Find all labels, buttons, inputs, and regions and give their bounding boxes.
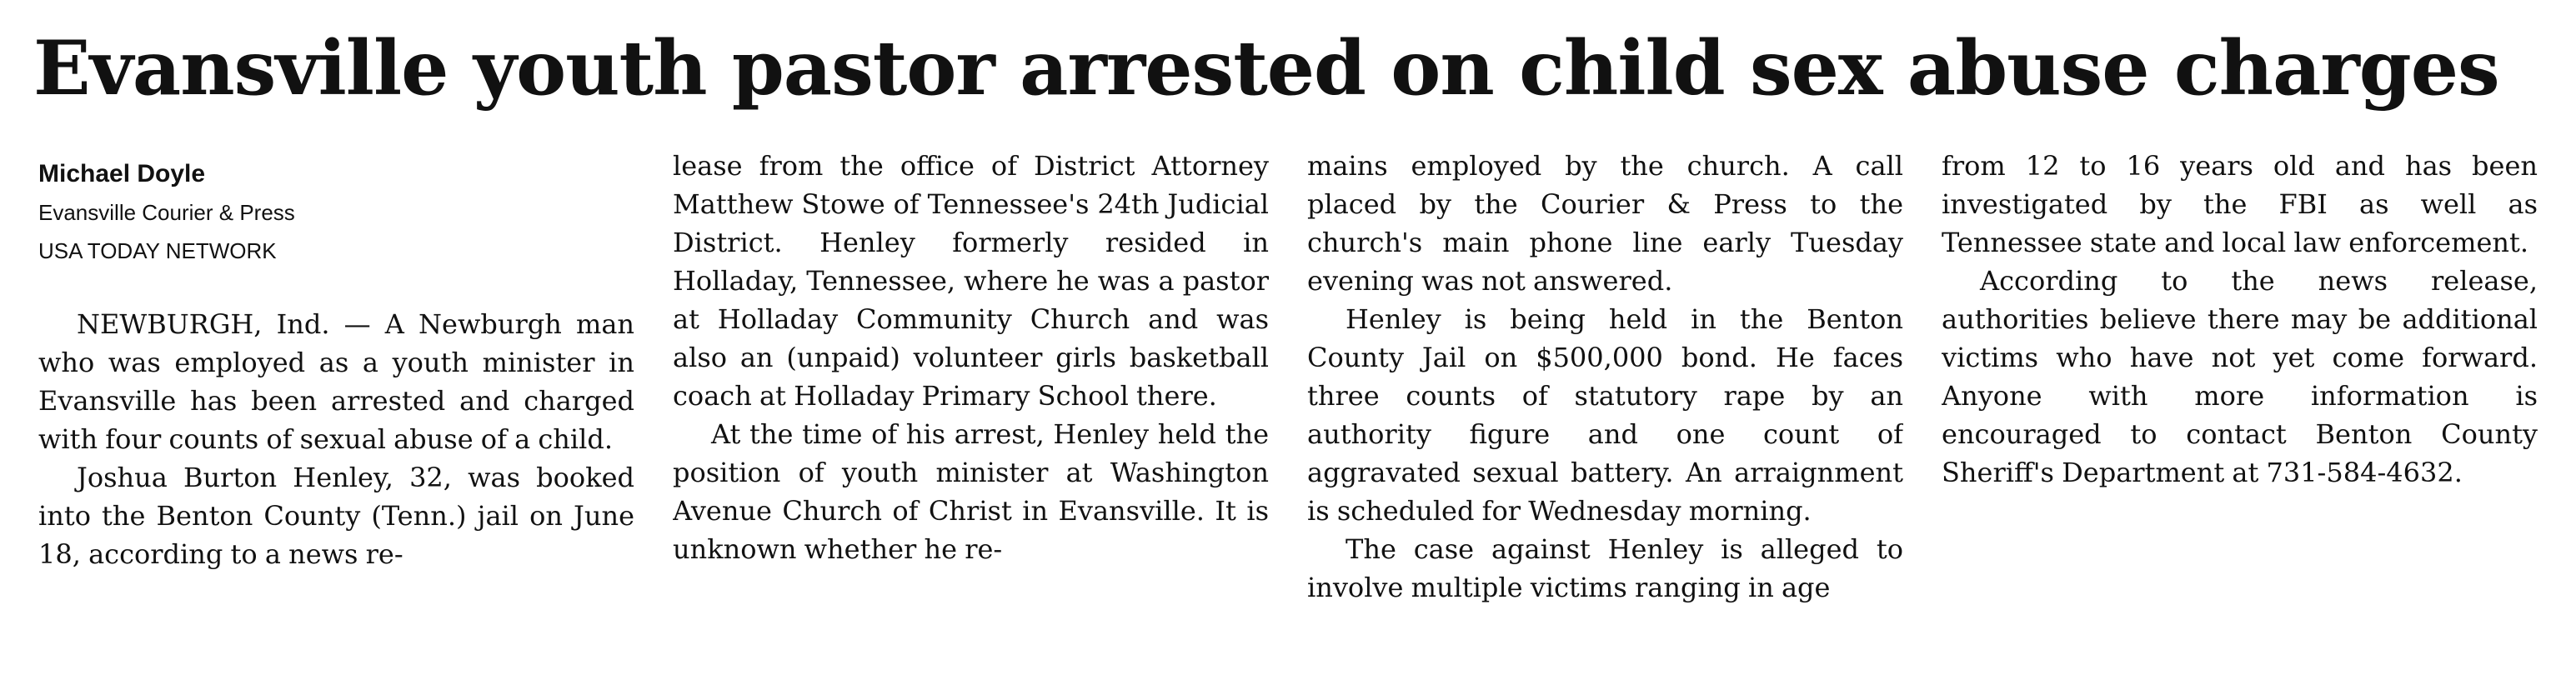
paragraph: Henley is being held in the Benton County Jail on $500,000 bond. He faces three counts of statutory rape by an authority figure and one count of aggravated sexual battery. An arraignment is scheduled for Wednesday morning. bbox=[1307, 303, 1903, 527]
column-2 bbox=[673, 147, 1269, 680]
paragraph-continued: mains employed by the church. A call placed by the Courier & Press to the church's main phone line early Tuesday evening was not answered. bbox=[1307, 150, 1903, 297]
paragraph: At the time of his arrest, Henley held the position of youth minister at Washington Avenue Church of Christ in Evansville. It is unknown whether he re- bbox=[673, 418, 1269, 565]
paragraph: Joshua Burton Henley, 32, was booked into the Benton County (Tenn.) jail on June 18, according to a news re- bbox=[38, 462, 634, 570]
byline bbox=[38, 155, 634, 270]
paragraph: According to the news release, authorities believe there may be additional victims who have not yet come forward. Anyone with more information is encouraged to contact Benton County Sheriff's Department at 731-584-4632. bbox=[1942, 265, 2538, 488]
paragraph: The case against Henley is alleged to involve multiple victims ranging in age bbox=[1307, 533, 1903, 603]
author-outlet: Evansville Courier & Press bbox=[38, 200, 295, 225]
paragraph: NEWBURGH, Ind. — A Newburgh man who was employed as a youth minister in Evansville has been arrested and charged with four counts of sexual abuse of a child. bbox=[38, 308, 634, 455]
author-network: USA TODAY NETWORK bbox=[38, 238, 277, 263]
paragraph-continued: lease from the office of District Attorney Matthew Stowe of Tennessee's 24th Judicial District. Henley formerly resided in Holladay, Tennessee, where he was a pastor at Holladay Community Church and was also an (unpaid) volunteer girls basketball coach at Holladay Primary School there. bbox=[673, 150, 1269, 412]
column-3 bbox=[1307, 147, 1903, 680]
paragraph-continued: from 12 to 16 years old and has been investigated by the FBI as well as Tennessee state and local law enforcement. bbox=[1942, 150, 2538, 258]
article-body bbox=[38, 147, 2538, 680]
author-name: Michael Doyle bbox=[38, 160, 206, 188]
column-1 bbox=[38, 147, 634, 680]
column-4 bbox=[1942, 147, 2538, 680]
headline: Evansville youth pastor arrested on child sex abuse charges bbox=[33, 24, 2499, 112]
